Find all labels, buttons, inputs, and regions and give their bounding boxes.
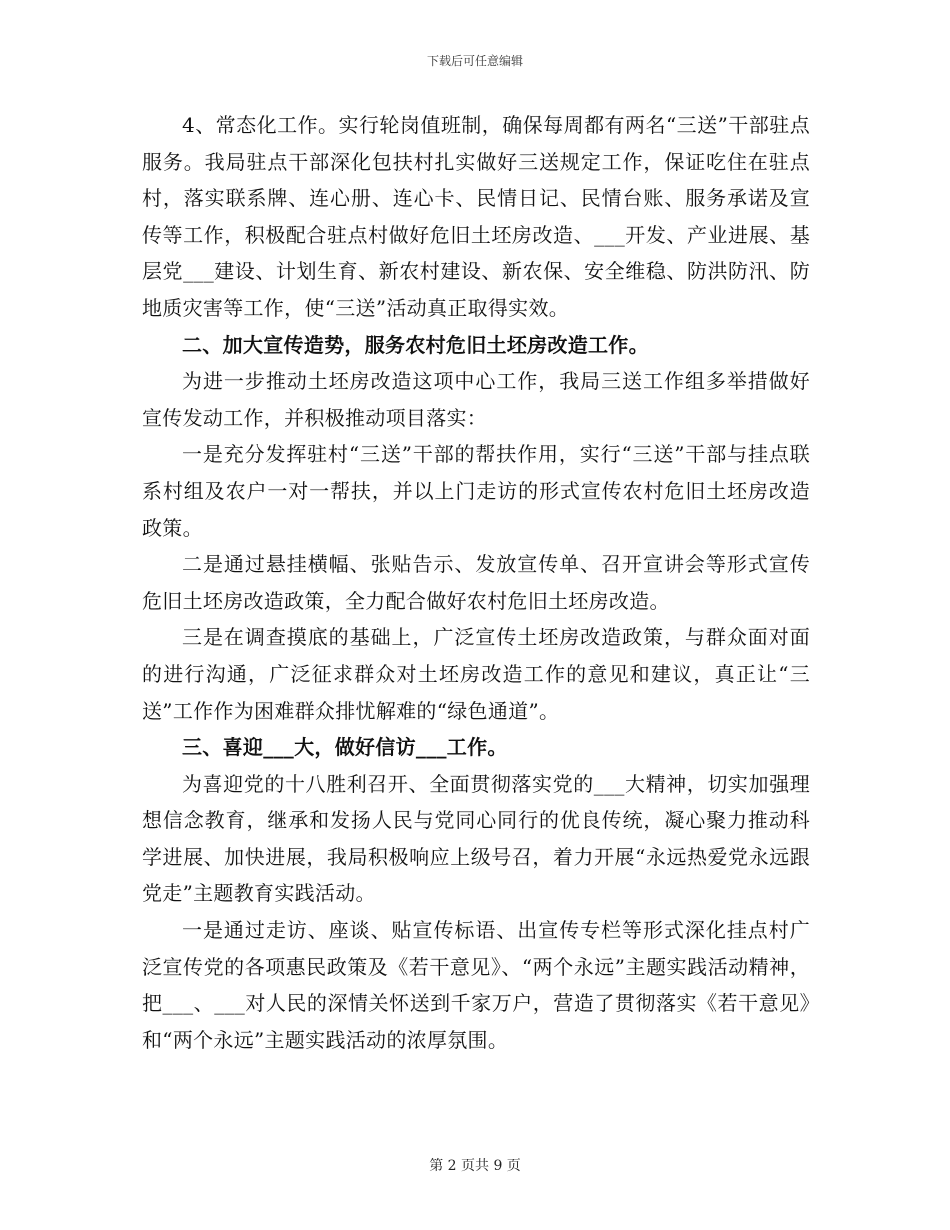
section-heading-3: 三、喜迎___大，做好信访___工作。	[182, 735, 508, 760]
page-header: 下载后可任意编辑	[426, 54, 523, 68]
section-heading-2: 二、加大宣传造势，服务农村危旧土坯房改造工作。	[182, 332, 649, 357]
page-number-footer: 第 2 页共 9 页	[429, 1158, 521, 1174]
paragraph-1: 4、常态化工作。实行轮岗值班制，确保每周都有两名“三送”干部驻点服务。我局驻点干部深化包扶村扎实做好三送规定工作，保证吃住在驻点村，落实联系牌、连心册、连心卡、民情日记、民情台账、服务承诺及宣传等工作，积极配合驻点村做好危旧土坯房改造、___开发、产业进展、基层党___建设、计划生育、新农村建设、新农保、安全维稳、防洪防汛、防地质灾害等工作，使“三送”活动真正取得实效。	[142, 113, 810, 320]
paragraph-7: 一是通过走访、座谈、贴宣传标语、出宣传专栏等形式深化挂点村广泛宣传党的各项惠民政策及《若干意见》、“两个永远”主题实践活动精神，把___、___对人民的深情关怀送到千家万户，营造了贯彻落实《若干意见》和“两个永远”主题实践活动的浓厚氛围。	[142, 918, 810, 1052]
paragraph-6: 为喜迎党的十八胜利召开、全面贯彻落实党的___大精神，切实加强理想信念教育，继承和发扬人民与党同心同行的优良传统，凝心聚力推动科学进展、加快进展，我局积极响应上级号召，着力开展“永远热爱党永远跟党走”主题教育实践活动。	[142, 771, 810, 906]
paragraph-2: 为进一步推动土坯房改造这项中心工作，我局三送工作组多举措做好宣传发动工作，并积极推动项目落实：	[142, 369, 810, 430]
paragraph-4: 二是通过悬挂横幅、张贴告示、发放宣传单、召开宣讲会等形式宣传危旧土坯房改造政策，全力配合做好农村危旧土坯房改造。	[142, 552, 810, 613]
document-body	[142, 107, 810, 1058]
paragraph-3: 一是充分发挥驻村“三送”干部的帮扶作用，实行“三送”干部与挂点联系村组及农户一对一帮扶，并以上门走访的形式宣传农村危旧土坯房改造政策。	[142, 442, 810, 540]
paragraph-5: 三是在调查摸底的基础上，广泛宣传土坯房改造政策，与群众面对面的进行沟通，广泛征求群众对土坯房改造工作的意见和建议，真正让“三送”工作作为困难群众排忧解难的“绿色通道”。	[142, 625, 810, 723]
